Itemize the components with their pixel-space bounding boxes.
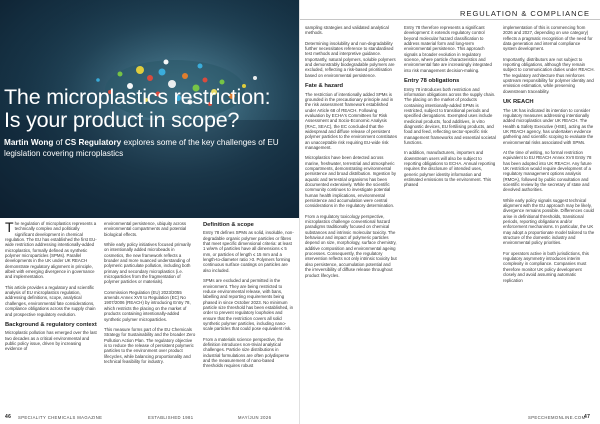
intro-paragraph: The regulation of microplastics represents a technically complex and politically significant development in chemical regulation. The EU has established the first EU-wide restriction addressing intentionally-added microplastics, formally defined as synthetic polymer microparticles (SPMs). Parallel developments in the UK under UK REACH demonstrate regulatory alignment in principle, albeit with emerging divergence in governance and implementation.	[5, 219, 97, 280]
right-column-1	[305, 25, 397, 283]
article-byline	[4, 138, 294, 159]
byline-rest: explores some of the key challenges of EU legislation covering microplastics	[4, 138, 279, 158]
paragraph: From a materials science perspective, the definition introduces non-trivial analytical challenges. Particle size distributions in industrial formulations are often polydisperse and the measurement of nano-based thresholds requires robust	[203, 336, 290, 369]
paragraph: The restriction of intentionally added SPMs is grounded in the precautionary principle and in the risk assessment framework established under Article 68 of REACH. Following evaluation by ECHA's Committees for Risk Assessment and Socio-Economic Analysis (RAC, SEAC), the EC concluded that the widespread and diffuse release of persistent polymer particles to the environment constitutes an unacceptable risk requiring EU-wide risk management.	[305, 91, 397, 150]
left-column-3	[203, 221, 295, 374]
article-title	[4, 86, 270, 132]
right-page	[300, 0, 600, 424]
section-heading-definition: Definition & scope	[203, 222, 254, 228]
right-footer	[300, 411, 600, 424]
paragraph: sampling strategies and validated analytical methods.	[305, 25, 389, 36]
paragraph: At the time of writing, no formal restriction equivalent to EU REACH Annex XVII Entry 78 has been adopted into UK REACH. Any future UK restriction would require development of a regulatory management options analysis (RMOA), followed by public consultation and scientific review by the secretary of state and devolved authorities.	[503, 149, 592, 193]
right-column-2	[404, 25, 496, 193]
issue-date: MAY/JUN 2026	[238, 414, 272, 420]
website: SPECCHEMONLINE.COM	[528, 414, 586, 420]
section-heading-background: Background & regulatory context	[5, 321, 97, 328]
section-tag: REGULATION & COMPLIANCE	[460, 9, 590, 18]
right-column-3	[503, 25, 595, 288]
paragraph: Entry 78 therefore represents a significant development: it extends regulatory control beyond molecular hazard classification to address material form and long-term environmental persistence. This approach signals a broader evolution in regulatory science, where particle characteristics and environmental fate are increasingly integrated into risk management decision-making.	[404, 25, 492, 73]
title-line-1: The microplastics restriction:	[4, 85, 271, 109]
paragraph: Entry 78 defines SPMs as solid, insoluble, non-degradable organic polymer particles or fibres that meet specific dimensional criteria: at least 1 w/w% of particles have all dimensions ≤ 5 mm, or particles of length ≤ 15 mm and a length-to-diameter ratio >3. Polymers forming continuous surface coatings on particles are also included.	[203, 230, 294, 273]
paragraph: environmental persistence, ubiquity across environmental compartments and potential biological effects.	[104, 221, 187, 237]
paragraph: Microplastics have been detected across marine, freshwater, terrestrial and atmospheric compartments, demonstrating environmental persistence and broad distribution. Ingestion by aquatic and terrestrial organisms has been documented extensively. While the scientific community continues to investigate potential human health implications, environmental persistence and accumulation were central considerations in the regulatory determination.	[305, 155, 397, 209]
page-number: 46	[5, 414, 12, 420]
left-column-1	[5, 221, 97, 357]
paragraph: Determining insolubility and non-degradability further necessitates reference to standardised test methods and interpretive guidance. Importantly, natural polymers, soluble polymers and demonstrably biodegradable polymers are excluded, reflecting a risk-based prioritisation based on environmental persistence.	[305, 40, 396, 78]
title-line-2: Is your product in scope?	[4, 108, 240, 132]
paragraph: implementation of this is commencing from 2026 and 2027, depending on use category) reflects a pragmatic recognition of the need for data generation and internal compliance system development.	[503, 25, 593, 52]
paragraph: This measure forms part of the EU Chemicals Strategy for Sustainability and the broader Zero Pollution Action Plan. The regulatory objective is to reduce the release of persistent polymeric particles to the environment over product lifecycles, while balancing proportionality and technical feasibility for industry.	[104, 326, 196, 364]
paragraph: Entry 78 introduces both restriction and information obligations across the supply chain. The placing on the market of products containing intentionally-added SPMs is restricted, subject to transitional periods and specified derogations. Exempted uses include medicinal products, food additives, in vitro diagnostic devices, EU fertilising products, and food and feed, reflecting sector-specific risk management frameworks and essential societal functions.	[404, 86, 496, 145]
byline-author: Martin Wong	[4, 138, 54, 147]
paragraph: The UK has indicated its intention to consider regulatory measures addressing intentionally added microplastics under UK REACH. The Health & Safety Executive (HSE), acting as the UK REACH agency, has undertaken evidence gathering and scientific scoping to evaluate the environmental risks associated with SPMs.	[503, 107, 594, 145]
magazine-name: SPECIALITY CHEMICALS MAGAZINE	[18, 414, 103, 420]
hero-image	[0, 0, 300, 218]
left-footer	[0, 411, 300, 424]
paragraph: Importantly, distributors are not subject to reporting obligations, although they remain subject to communication duties under REACH. The regulatory architecture thus reinforces upstream responsibility for polymer identity and emission estimation, while preserving downstream traceability.	[503, 56, 595, 94]
section-heading-obligations: Entry 78 obligations	[404, 78, 460, 85]
byline-company: CS Regulatory	[64, 138, 122, 147]
paragraph: While early policy initiatives focused primarily on intentionally added microbeads in cosmetics, the new framework reflects a broader and more nuanced understanding of polymeric particulate pollution, including both primary and secondary microplastics (i.e. microparticles from the fragmentation of polymer particles or materials).	[104, 242, 191, 285]
established-label: ESTABLISHED 1981	[148, 414, 194, 420]
paragraph: From a regulatory toxicology perspective, microplastics challenge conventional hazard paradigms traditionally focused on chemical substances and intrinsic molecular toxicity. The behaviour and impact of polymeric particles depend on size, morphology, surface chemistry, additive composition and environmental ageing processes. Consequently, the regulatory intervention reflects not only intrinsic toxicity but also persistence, accumulation potential and the irreversibility of diffuse release throughout product lifecycles.	[305, 213, 397, 278]
section-heading-ukreach: UK REACH	[503, 99, 534, 106]
paragraph: Commission Regulation (EU) 2023/2055 amends Annex XVII to Regulation (EC) No 1907/2006 (REACH) by introducing Entry 78, which restricts the placing on the market of products containing intentionally-added synthetic polymer microparticles.	[104, 289, 191, 322]
header-rule	[300, 19, 600, 20]
left-column-2	[104, 221, 196, 369]
paragraph: In addition, manufacturers, importers and downstream users will also be subject to reporting obligations to ECHA. Annual reporting requires the disclosure of intended uses, generic polymer identity information and estimated emissions to the environment. This phased	[404, 150, 496, 188]
paragraph: While early policy signals suggest technical alignment with the EU approach may be likely, divergence remains possible. Differences could arise in definitional thresholds, transitional periods, reporting obligations and/or enforcement mechanisms. In particular, the UK may adopt a proportionate model tailored to the structure of the domestic industry and environmental policy priorities.	[503, 197, 595, 246]
byline-of: of	[53, 138, 65, 147]
section-heading-fate: Fate & hazard	[305, 83, 344, 90]
paragraph: Microplastic pollution has emerged over the last two decades as a critical environmental and public policy issue, driven by increasing evidence of	[5, 330, 97, 352]
paragraph: SPMs are excluded and permitted in the environment. They are being restricted to reduce environmental release, with bans, labelling and reporting requirements being phased in since October 2023. No minimum particle size threshold has been established, in order to prevent regulatory loopholes and ensure that the restriction covers all solid synthetic polymer particles, including nano-scale particles that could pose equivalent risk.	[203, 278, 294, 332]
page-number: 47	[584, 414, 591, 420]
paragraph: This article provides a regulatory and scientific analysis of EU microplastics regulation, addressing definitions, scope, analytical challenges, environmental fate considerations, compliance obligations across the supply chain and prospective regulatory evolution.	[5, 284, 96, 317]
paragraph: For operators active in both jurisdictions, this regulatory asymmetry introduces interim complexity in compliance. Companies must therefore monitor UK policy development closely and avoid assuming automatic replication	[503, 250, 589, 283]
